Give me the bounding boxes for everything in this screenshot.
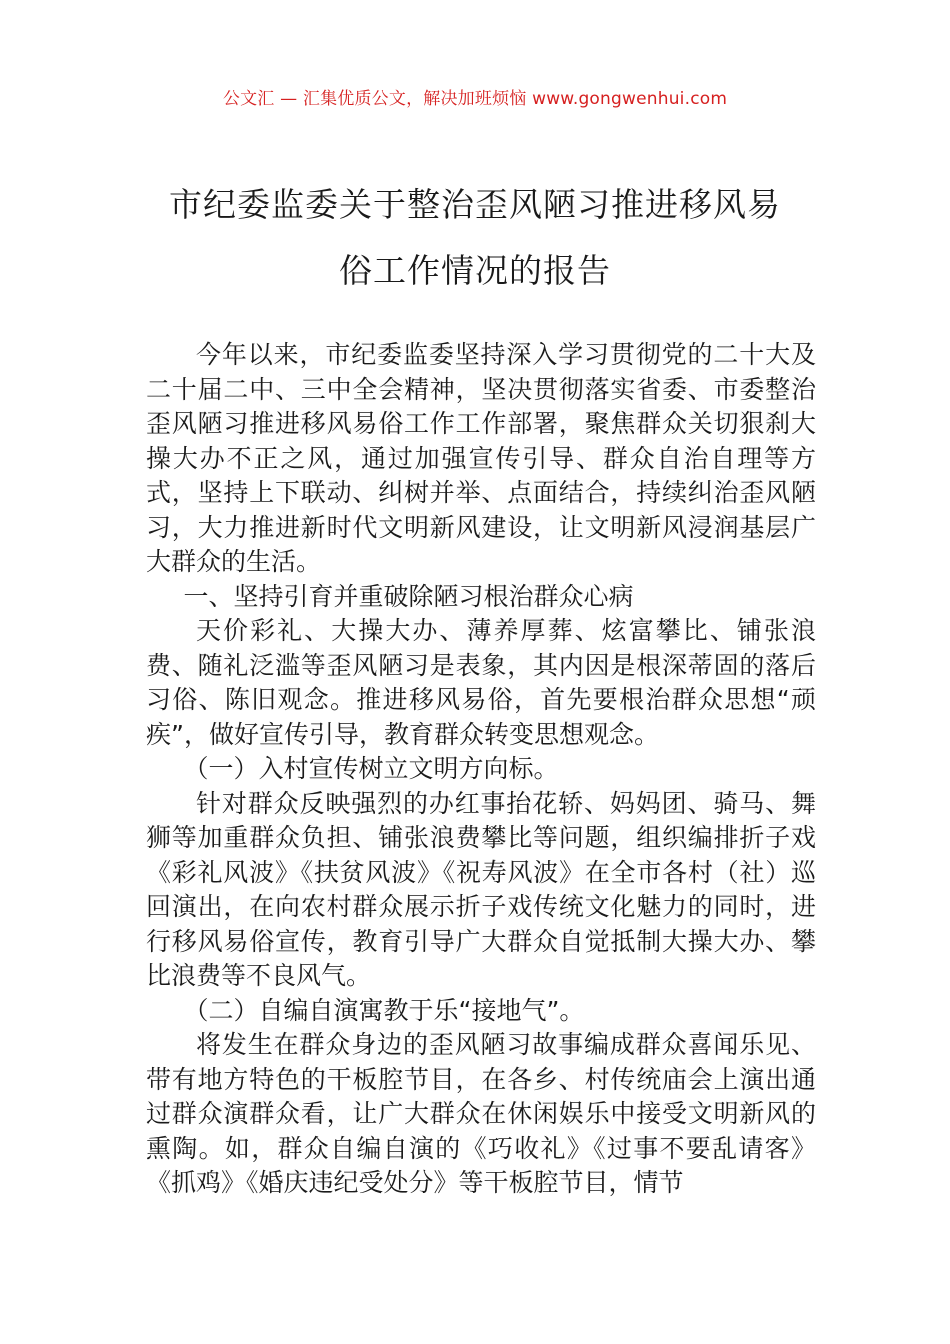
paragraph: 将发生在群众身边的歪风陋习故事编成群众喜闻乐见、带有地方特色的干板腔节目，在各乡、村传统庙会上演出通过群众演群众看，让广大群众在休闲娱乐中接受文明新风的熏陶。如，群众自编自演的《巧收礼》《过事不要乱请客》《抓鸡》《婚庆违纪受处分》等干板腔节目，情节 [146, 1030, 816, 1197]
paragraph: 针对群众反映强烈的办红事抬花轿、妈妈团、骑马、舞狮等加重群众负担、铺张浪费攀比等问题，组织编排折子戏《彩礼风波》《扶贫风波》《祝寿风波》在全市各村（社）巡回演出，在向农村群众展示折子戏传统文化魅力的同时，进行移风易俗宣传，教育引导广大群众自觉抵制大操大办、攀比浪费等不良风气。 [146, 788, 816, 990]
page-title [110, 172, 840, 304]
title-line-1: 市纪委监委关于整治歪风陋习推进移风易 [169, 185, 781, 224]
document-body [146, 338, 816, 1201]
site-banner: 公文汇 — 汇集优质公文，解决加班烦恼 www.gongwenhui.com [222, 89, 728, 109]
paragraph: 天价彩礼、大操大办、薄养厚葬、炫富攀比、铺张浪费、随礼泛滥等歪风陋习是表象，其内因是根深蒂固的落后习俗、陈旧观念。推进移风易俗，首先要根治群众思想“顽疾”，做好宣传引导，教育群众转变思想观念。 [146, 616, 816, 749]
title-line-2: 俗工作情况的报告 [339, 251, 611, 290]
subsection-heading-1: （一）入村宣传树立文明方向标。 [183, 754, 559, 783]
subsection-heading-2: （二）自编自演寓教于乐“接地气”。 [183, 995, 585, 1025]
section-heading-1: 一、坚持引育并重破除陋习根治群众心病 [183, 581, 634, 611]
paragraph-intro: 今年以来，市纪委监委坚持深入学习贯彻党的二十大及二十届二中、三中全会精神，坚决贯彻落实省委、市委整治歪风陋习推进移风易俗工作工作部署，聚焦群众关切狠刹大操大办不正之风，通过加强宣传引导、群众自治自理等方式，坚持上下联动、纠树并举、点面结合，持续纠治歪风陋习，大力推进新时代文明新风建设，让文明新风浸润基层广大群众的生活。 [146, 340, 816, 576]
